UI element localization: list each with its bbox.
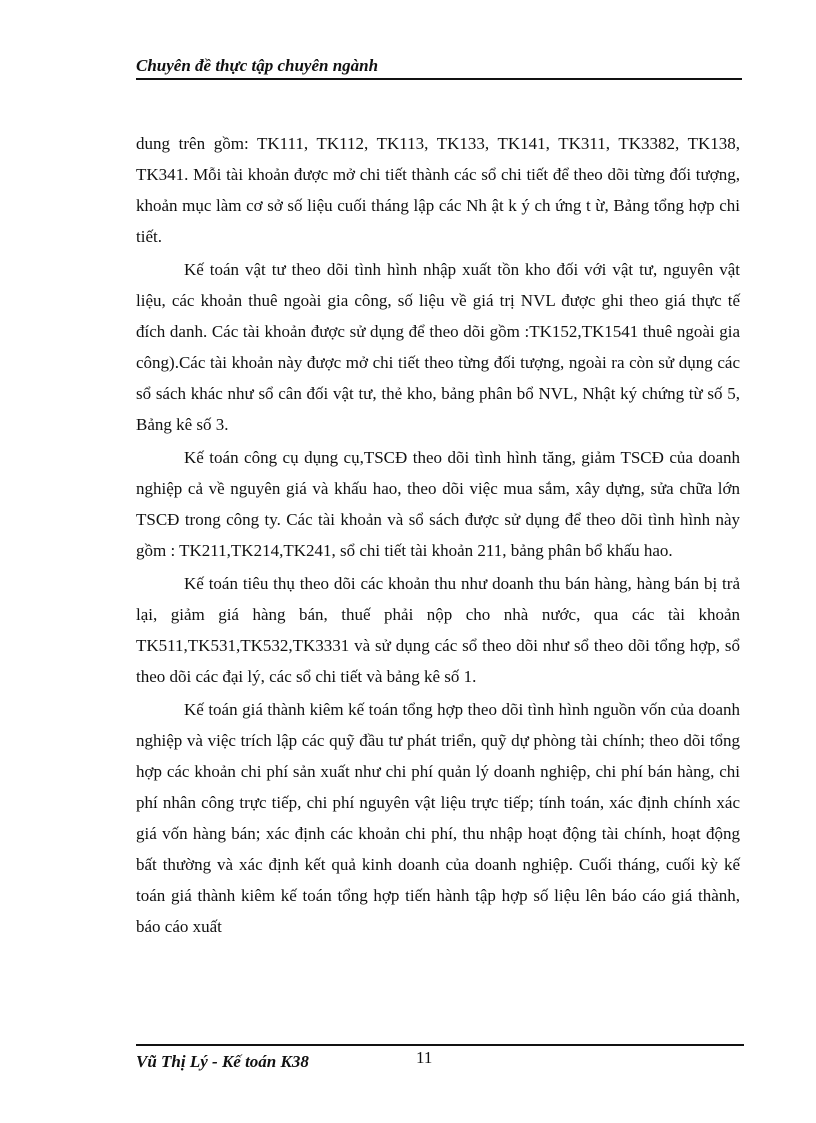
page-number: 11: [416, 1048, 433, 1067]
document-body: [136, 128, 740, 944]
paragraph-3: Kế toán công cụ dụng cụ,TSCĐ theo dõi tình hình tăng, giảm TSCĐ của doanh nghiệp cả về nguyên giá và khấu hao, theo dõi việc mua sắm, xây dựng, sửa chữa lớn TSCĐ trong công ty. Các tài khoản và sổ sách được sử dụng để theo dõi tình hình này gồm : TK211,TK214,TK241, sổ chi tiết tài khoản 211, bảng phân bổ khấu hao.: [136, 448, 740, 560]
paragraph-1: dung trên gồm: TK111, TK112, TK113, TK133, TK141, TK311, TK3382, TK138, TK341. Mỗi tài khoản được mở chi tiết thành các sổ chi tiết để theo dõi từng đối tượng, khoản mục làm cơ sở số liệu cuối tháng lập các Nh ật k ý ch ứng t ừ, Bảng tổng hợp chi tiết.: [136, 134, 740, 246]
page-footer: [136, 1040, 744, 1080]
header-title: Chuyên đề thực tập chuyên ngành: [136, 56, 379, 75]
page-header: [136, 52, 742, 80]
paragraph-5: Kế toán giá thành kiêm kế toán tổng hợp theo dõi tình hình nguồn vốn của doanh nghiệp và việc trích lập các quỹ đầu tư phát triển, quỹ dự phòng tài chính; theo dõi tổng hợp các khoản chi phí sản xuất như chi phí quản lý doanh nghiệp, chi phí bán hàng, chi phí nhân công trực tiếp, chi phí nguyên vật liệu trực tiếp; tính toán, xác định chính xác giá vốn hàng bán; xác định các khoản chi phí, thu nhập hoạt động tài chính, hoạt động bất thường và xác định kết quả kinh doanh của doanh nghiệp. Cuối tháng, cuối kỳ kế toán giá thành kiêm kế toán tổng hợp tiến hành tập hợp số liệu lên báo cáo giá thành, báo cáo xuất: [136, 700, 740, 936]
footer-author: Vũ Thị Lý - Kế toán K38: [136, 1052, 309, 1071]
footer-rule: [136, 1044, 744, 1046]
header-rule: [136, 78, 742, 80]
paragraph-4: Kế toán tiêu thụ theo dõi các khoản thu như doanh thu bán hàng, hàng bán bị trả lại, giảm giá hàng bán, thuế phải nộp cho nhà nước, qua các tài khoản TK511,TK531,TK532,TK3331 và sử dụng các sổ theo dõi như sổ theo dõi tổng hợp, sổ theo dõi các đại lý, các sổ chi tiết và bảng kê số 1.: [136, 574, 740, 686]
paragraph-2: Kế toán vật tư theo dõi tình hình nhập xuất tồn kho đối với vật tư, nguyên vật liệu, các khoản thuê ngoài gia công, số liệu về giá trị NVL được ghi theo giá thực tế đích danh. Các tài khoản được sử dụng để theo dõi gồm :TK152,TK1541 thuê ngoài gia công).Các tài khoản này được mở chi tiết theo từng đối tượng, ngoài ra còn sử dụng các sổ sách khác như sổ cân đối vật tư, thẻ kho, bảng phân bổ NVL, Nhật ký chứng từ số 5, Bảng kê số 3.: [136, 260, 740, 434]
